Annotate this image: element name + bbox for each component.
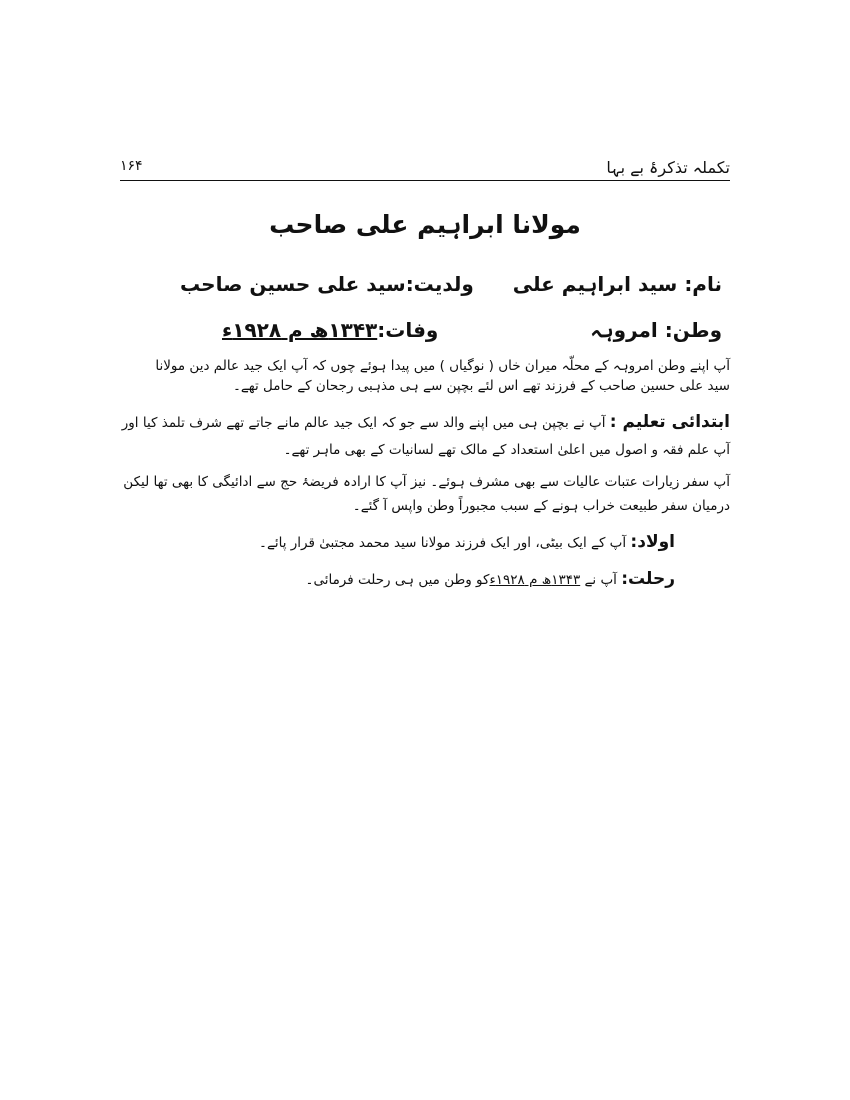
death-note-year: ۱۳۴۳ھ م ۱۹۲۸ء — [489, 572, 581, 588]
paragraph-death — [306, 569, 675, 590]
paragraph-education-line-2: آپ علم فقہ و اصول میں اعلیٰ استعداد کے مالک تھے لسانیات کے بھی ماہر تھے۔ — [283, 442, 730, 458]
paragraph-education-line-1 — [122, 412, 730, 433]
homeland-field — [590, 318, 722, 342]
death-value: ۱۳۴۳ھ م ۱۹۲۸ء — [222, 318, 378, 342]
entry-title: مولانا ابراہیم علی صاحب — [269, 210, 581, 239]
paragraph-travel-line-2: درمیان سفر طبیعت خراب ہونے کے سبب مجبوراً وطن واپس آ گئے۔ — [352, 498, 730, 514]
header-divider — [120, 180, 730, 181]
death-note-pre: آپ نے — [584, 572, 617, 588]
death-note-label: رحلت: — [621, 569, 675, 589]
homeland-value: امروہہ — [590, 318, 658, 342]
paragraph-birth-line-2: سید علی حسین صاحب کے فرزند تھے اس لئے بچپن سے ہی مذہبی رجحان کے حامل تھے۔ — [232, 378, 730, 394]
death-field — [222, 318, 438, 342]
paragraph-birth-line-1: آپ اپنے وطن امروہہ کے محلّہ میران خاں ( نوگیاں ) میں پیدا ہوئے چوں کہ آپ ایک جید عالم دین مولانا — [155, 358, 730, 374]
name-field — [513, 272, 722, 296]
paragraph-children — [259, 532, 675, 553]
name-label: نام: — [684, 272, 722, 296]
paragraph-travel-line-1: آپ سفر زیارات عتبات عالیات سے بھی مشرف ہوئے۔ نیز آپ کا ارادہ فریضۂ حج سے ادائیگی کا بھی تھا لیکن — [123, 474, 730, 490]
death-note-post: کو وطن میں ہی رحلت فرمائی۔ — [305, 572, 490, 588]
page-number: ۱۶۴ — [120, 158, 143, 174]
homeland-label: وطن: — [664, 318, 722, 342]
education-text: آپ نے بچپن ہی میں اپنے والد سے جو کہ ایک جید عالم مانے جاتے تھے شرف تلمذ کیا اور — [121, 415, 606, 431]
death-label: وفات: — [377, 318, 439, 342]
father-value: سید علی حسین صاحب — [180, 272, 406, 296]
children-label: اولاد: — [630, 532, 675, 552]
father-field — [180, 272, 474, 296]
children-text: آپ کے ایک بیٹی، اور ایک فرزند مولانا سید محمد مجتبیٰ قرار پائے۔ — [259, 535, 627, 551]
education-label: ابتدائی تعلیم : — [609, 412, 730, 432]
running-header-title: تکملہ تذکرۂ بے بہا — [606, 158, 730, 177]
father-label: ولدیت: — [405, 272, 474, 296]
name-value: سید ابراہیم علی — [512, 272, 678, 296]
